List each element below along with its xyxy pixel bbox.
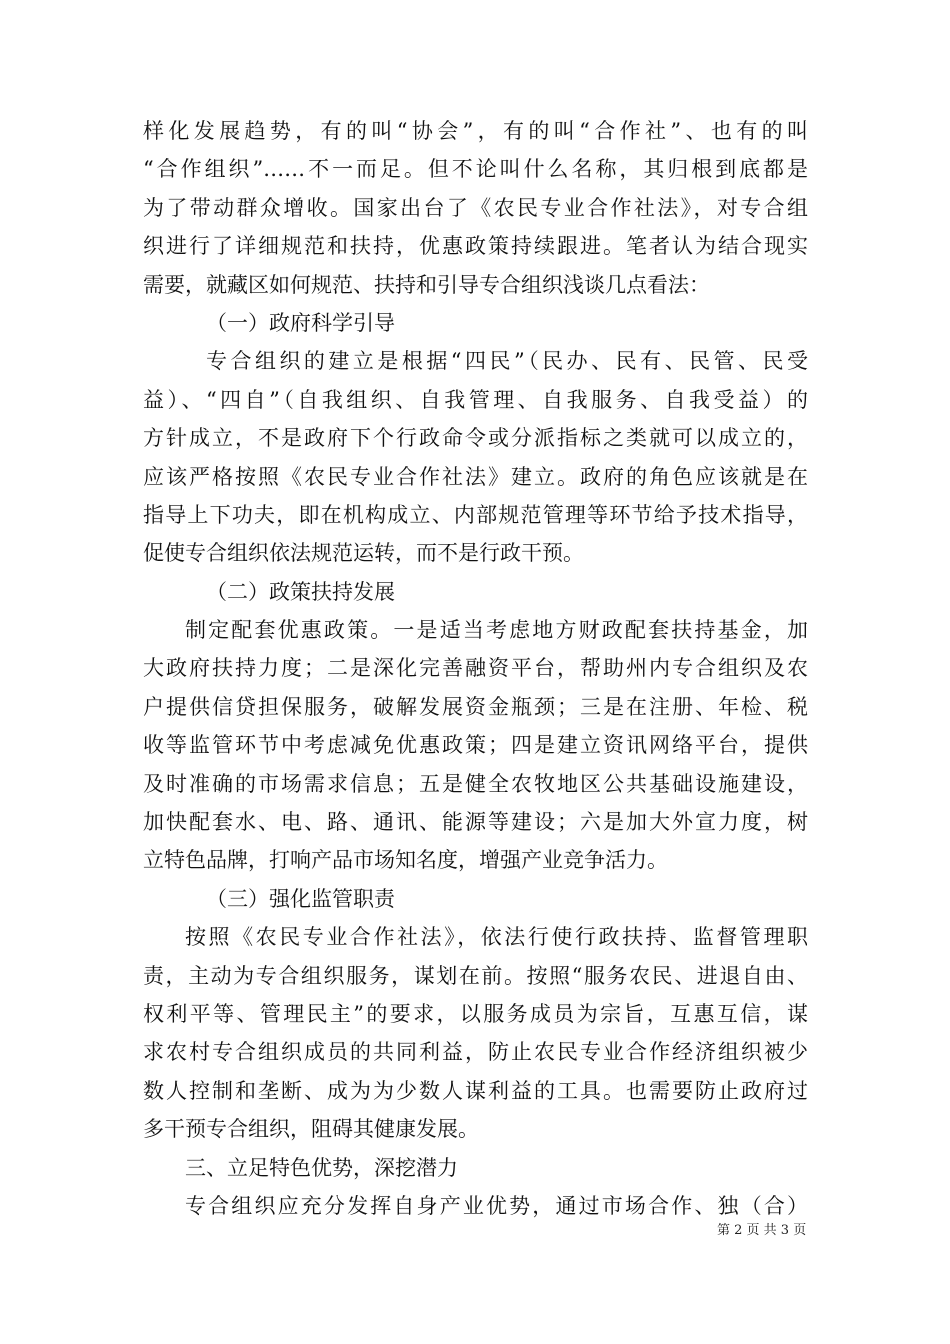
text-line: 大政府扶持力度；二是深化完善融资平台，帮助州内专合组织及农 [143, 656, 808, 681]
text-line: “合作组织”……不一而足。但不论叫什么名称，其归根到底都是 [143, 157, 808, 182]
text-line: （一）政府科学引导 [206, 310, 395, 335]
page-footer: 第 2 页 共 3 页 [717, 1223, 807, 1238]
text-line: 专合组织应充分发挥自身产业优势，通过市场合作、独（合） [185, 1193, 808, 1218]
text-line: 方针成立，不是政府下个行政命令或分派指标之类就可以成立的， [143, 426, 808, 451]
text-line: 益）、“四自”（自我组织、自我管理、自我服务、自我受益）的 [143, 387, 808, 412]
text-line: 多干预专合组织，阻碍其健康发展。 [143, 1117, 479, 1142]
text-line: 指导上下功夫，即在机构成立、内部规范管理等环节给予技术指导， [143, 502, 808, 527]
text-line: 加快配套水、电、路、通讯、能源等建设；六是加大外宣力度，树 [143, 810, 808, 835]
text-line: 三、立足特色优势，深挖潜力 [185, 1155, 458, 1180]
text-line: 权利平等、管理民主”的要求，以服务成员为宗旨，互惠互信，谋 [143, 1001, 808, 1026]
text-line: 立特色品牌，打响产品市场知名度，增强产业竞争活力。 [143, 848, 668, 873]
text-line: 求农村专合组织成员的共同利益，防止农民专业合作经济组织被少 [143, 1040, 808, 1065]
text-line: 户提供信贷担保服务，破解发展资金瓶颈；三是在注册、年检、税 [143, 694, 808, 719]
text-line: 为了带动群众增收。国家出台了《农民专业合作社法》，对专合组 [143, 195, 808, 220]
text-line: 按照《农民专业合作社法》，依法行使行政扶持、监督管理职 [185, 925, 808, 950]
body-text [143, 112, 808, 1225]
text-line: 数人控制和垄断、成为为少数人谋利益的工具。也需要防止政府过 [143, 1078, 808, 1103]
text-line: 应该严格按照《农民专业合作社法》建立。政府的角色应该就是在 [143, 464, 808, 489]
text-line: （三）强化监管职责 [206, 886, 395, 911]
text-line: 促使专合组织依法规范运转，而不是行政干预。 [143, 541, 584, 566]
text-line: 专合组织的建立是根据“四民”（民办、民有、民管、民受 [206, 349, 808, 374]
text-line: 织进行了详细规范和扶持，优惠政策持续跟进。笔者认为结合现实 [143, 234, 808, 259]
text-line: 需要，就藏区如何规范、扶持和引导专合组织浅谈几点看法： [143, 272, 710, 297]
text-line: 收等监管环节中考虑减免优惠政策；四是建立资讯网络平台，提供 [143, 733, 808, 758]
text-line: 样化发展趋势，有的叫“协会”，有的叫“合作社”、也有的叫 [143, 119, 808, 143]
text-line: （二）政策扶持发展 [206, 579, 395, 604]
text-line: 责，主动为专合组织服务，谋划在前。按照“服务农民、进退自由、 [143, 963, 808, 988]
text-line: 制定配套优惠政策。一是适当考虑地方财政配套扶持基金，加 [185, 618, 808, 643]
text-line: 及时准确的市场需求信息；五是健全农牧地区公共基础设施建设， [143, 771, 808, 796]
